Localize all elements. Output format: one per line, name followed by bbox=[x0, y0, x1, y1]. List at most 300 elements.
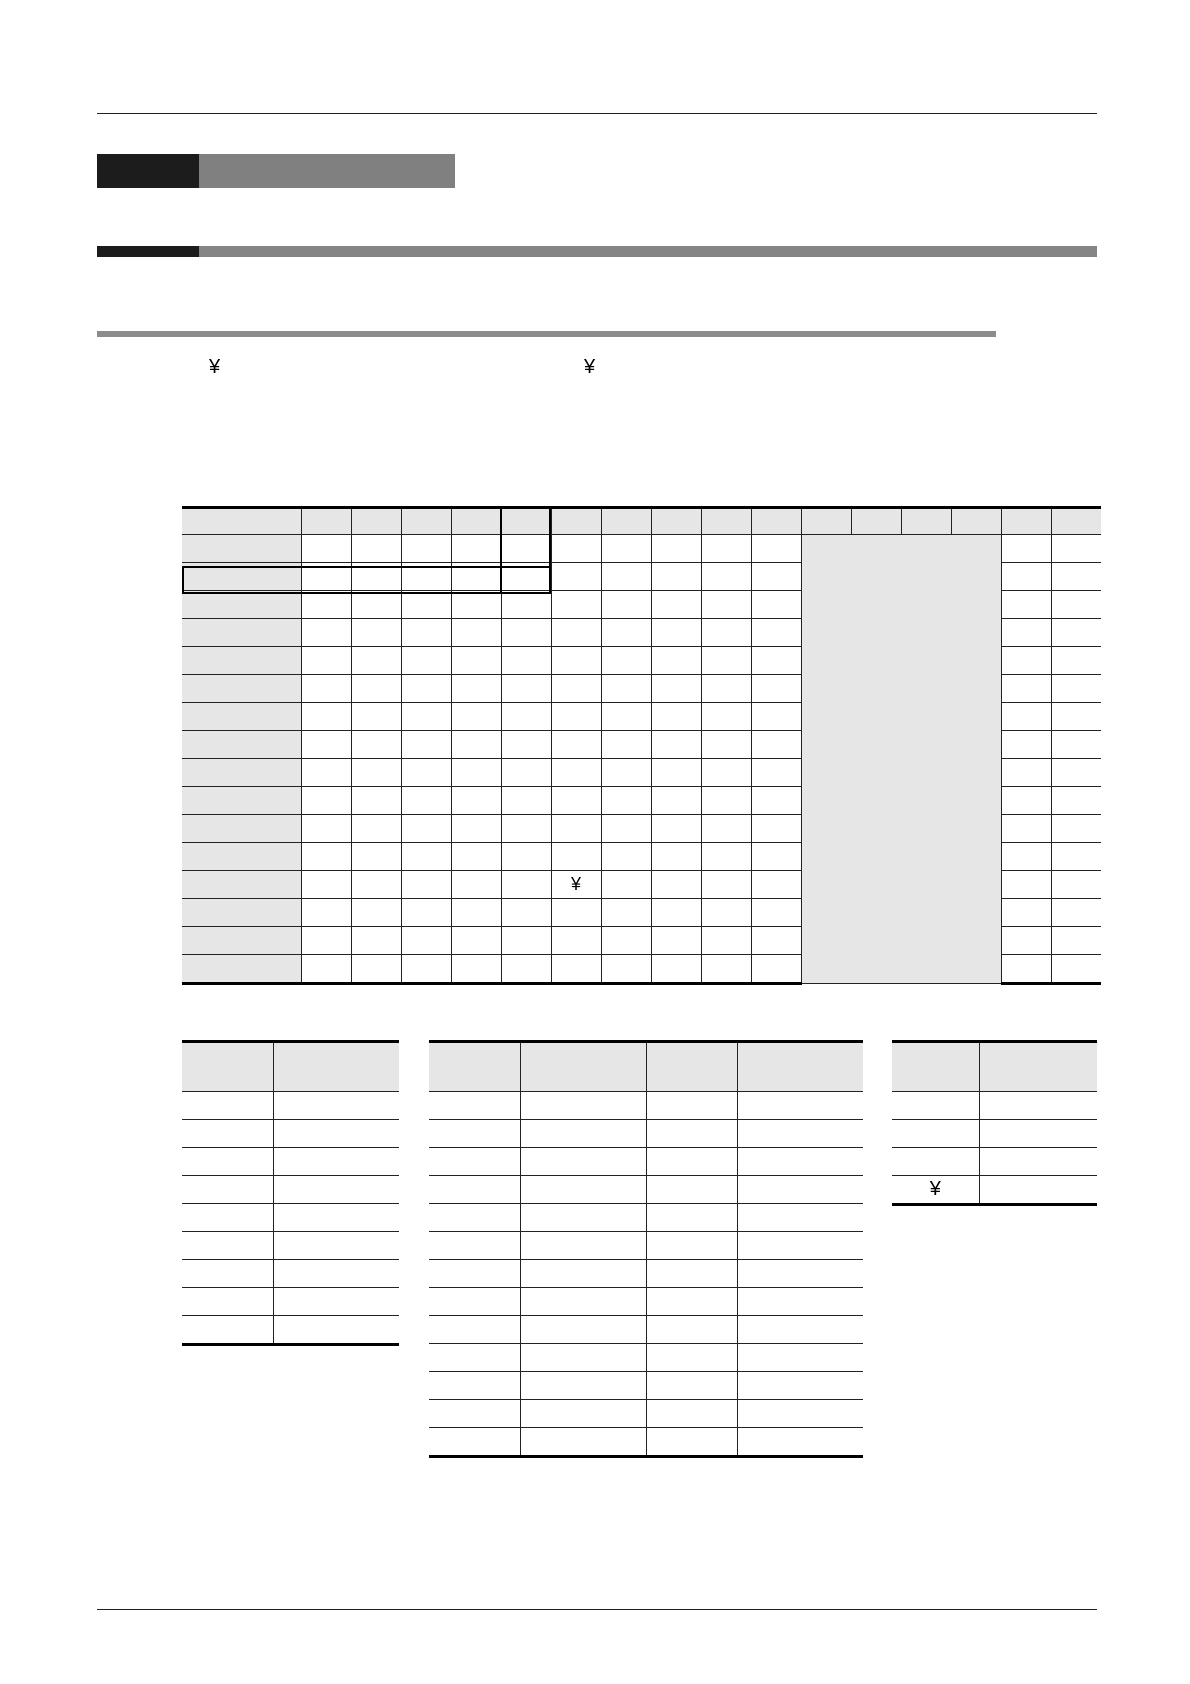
code-cell bbox=[401, 731, 451, 759]
table-row bbox=[429, 1148, 863, 1176]
table-row bbox=[182, 1288, 399, 1316]
code-cell bbox=[501, 899, 551, 927]
table-row bbox=[429, 1176, 863, 1204]
code-cell bbox=[301, 535, 351, 563]
table-cell bbox=[520, 1428, 646, 1457]
code-cell bbox=[1051, 591, 1101, 619]
table-row bbox=[182, 1204, 399, 1232]
row-header-cell bbox=[182, 647, 301, 675]
code-cell bbox=[351, 843, 401, 871]
table-cell bbox=[646, 1092, 737, 1120]
table-cell bbox=[646, 1120, 737, 1148]
yen-symbol-2: ¥ bbox=[584, 356, 596, 378]
row-header-cell bbox=[182, 759, 301, 787]
table-cell bbox=[429, 1148, 520, 1176]
column-header-cell bbox=[551, 508, 601, 535]
code-cell bbox=[1001, 675, 1051, 703]
code-cell bbox=[301, 899, 351, 927]
table-row bbox=[429, 1260, 863, 1288]
table-row bbox=[429, 1232, 863, 1260]
code-cell bbox=[351, 675, 401, 703]
chapter-title-block bbox=[199, 154, 455, 188]
header-cell bbox=[273, 1042, 399, 1092]
code-cell bbox=[701, 731, 751, 759]
table-cell bbox=[429, 1400, 520, 1428]
table-cell bbox=[979, 1176, 1097, 1205]
table-row bbox=[429, 1120, 863, 1148]
code-cell bbox=[651, 927, 701, 955]
column-header-cell bbox=[951, 508, 1001, 535]
table-cell bbox=[429, 1372, 520, 1400]
code-cell bbox=[551, 843, 601, 871]
table-cell bbox=[520, 1400, 646, 1428]
table-row bbox=[892, 1148, 1097, 1176]
code-cell bbox=[701, 815, 751, 843]
code-cell bbox=[551, 619, 601, 647]
code-cell bbox=[751, 535, 801, 563]
code-cell bbox=[651, 759, 701, 787]
code-cell bbox=[751, 871, 801, 899]
code-cell bbox=[1001, 843, 1051, 871]
table-cell bbox=[737, 1148, 863, 1176]
code-cell bbox=[1051, 843, 1101, 871]
table-cell bbox=[273, 1176, 399, 1204]
code-cell bbox=[751, 703, 801, 731]
table-header-row bbox=[182, 1042, 399, 1092]
code-cell bbox=[701, 535, 751, 563]
code-cell bbox=[601, 843, 651, 871]
code-table-row bbox=[182, 535, 1101, 563]
row-header-cell bbox=[182, 787, 301, 815]
code-cell bbox=[701, 927, 751, 955]
code-cell bbox=[301, 955, 351, 984]
code-cell bbox=[701, 703, 751, 731]
table-cell bbox=[182, 1232, 273, 1260]
code-cell bbox=[301, 591, 351, 619]
code-cell bbox=[501, 675, 551, 703]
code-cell bbox=[551, 787, 601, 815]
code-cell bbox=[1001, 815, 1051, 843]
code-cell bbox=[301, 675, 351, 703]
column-header-cell bbox=[901, 508, 951, 535]
code-cell bbox=[301, 563, 351, 591]
code-cell bbox=[351, 535, 401, 563]
code-cell bbox=[751, 787, 801, 815]
code-cell bbox=[401, 899, 451, 927]
table-cell bbox=[429, 1120, 520, 1148]
code-cell bbox=[1051, 703, 1101, 731]
code-cell bbox=[601, 899, 651, 927]
column-header-cell bbox=[501, 508, 551, 535]
code-cell bbox=[701, 787, 751, 815]
code-cell bbox=[551, 591, 601, 619]
table-cell bbox=[737, 1260, 863, 1288]
code-cell bbox=[451, 843, 501, 871]
row-header-cell bbox=[182, 591, 301, 619]
code-cell bbox=[701, 955, 751, 984]
table-cell bbox=[737, 1288, 863, 1316]
header-cell bbox=[737, 1042, 863, 1092]
table-cell bbox=[737, 1316, 863, 1344]
table-cell bbox=[520, 1372, 646, 1400]
table-cell bbox=[646, 1400, 737, 1428]
table-cell bbox=[892, 1148, 979, 1176]
table-row bbox=[892, 1092, 1097, 1120]
code-cell bbox=[501, 927, 551, 955]
table-cell bbox=[520, 1120, 646, 1148]
code-cell bbox=[401, 619, 451, 647]
table-cell bbox=[429, 1176, 520, 1204]
code-cell bbox=[301, 731, 351, 759]
code-cell bbox=[451, 787, 501, 815]
table-cell bbox=[646, 1316, 737, 1344]
code-cell bbox=[351, 815, 401, 843]
header-cell bbox=[646, 1042, 737, 1092]
code-cell bbox=[501, 647, 551, 675]
table-cell bbox=[429, 1092, 520, 1120]
code-cell bbox=[601, 563, 651, 591]
table-cell bbox=[737, 1176, 863, 1204]
subsection-rule bbox=[97, 331, 996, 337]
table-cell bbox=[273, 1316, 399, 1345]
table-header-row bbox=[892, 1042, 1097, 1092]
row-header-cell bbox=[182, 899, 301, 927]
table-cell bbox=[979, 1148, 1097, 1176]
row-header-cell bbox=[182, 871, 301, 899]
code-cell bbox=[701, 759, 751, 787]
code-cell bbox=[1001, 899, 1051, 927]
table-cell bbox=[737, 1120, 863, 1148]
table-cell bbox=[273, 1204, 399, 1232]
code-cell bbox=[1001, 703, 1051, 731]
code-cell bbox=[351, 563, 401, 591]
row-header-cell bbox=[182, 535, 301, 563]
table-cell bbox=[520, 1204, 646, 1232]
code-cell bbox=[501, 759, 551, 787]
code-cell bbox=[551, 535, 601, 563]
table-row bbox=[429, 1288, 863, 1316]
code-cell bbox=[351, 787, 401, 815]
table-row bbox=[429, 1428, 863, 1457]
code-cell bbox=[651, 535, 701, 563]
chapter-number-block bbox=[97, 154, 199, 188]
code-cell bbox=[1001, 731, 1051, 759]
table-cell bbox=[273, 1232, 399, 1260]
code-cell bbox=[701, 647, 751, 675]
row-header-cell bbox=[182, 927, 301, 955]
code-cell bbox=[1001, 591, 1051, 619]
code-cell bbox=[651, 591, 701, 619]
code-cell bbox=[1051, 759, 1101, 787]
code-cell bbox=[651, 899, 701, 927]
code-cell bbox=[301, 815, 351, 843]
table-row bbox=[429, 1092, 863, 1120]
table-cell bbox=[646, 1260, 737, 1288]
unused-code-area bbox=[801, 535, 1001, 984]
table-cell bbox=[429, 1288, 520, 1316]
table-a bbox=[182, 1040, 399, 1346]
table-cell bbox=[429, 1316, 520, 1344]
code-cell bbox=[401, 563, 451, 591]
code-cell bbox=[451, 591, 501, 619]
code-cell bbox=[501, 815, 551, 843]
code-cell bbox=[551, 927, 601, 955]
row-header-cell bbox=[182, 563, 301, 591]
table-cell bbox=[182, 1092, 273, 1120]
table-cell bbox=[429, 1232, 520, 1260]
code-cell bbox=[601, 815, 651, 843]
table-cell bbox=[429, 1204, 520, 1232]
table-cell bbox=[273, 1092, 399, 1120]
table-cell bbox=[520, 1344, 646, 1372]
column-header-cell bbox=[701, 508, 751, 535]
code-cell bbox=[651, 647, 701, 675]
code-cell bbox=[501, 703, 551, 731]
footer-rule bbox=[97, 1609, 1097, 1610]
table-cell bbox=[182, 1204, 273, 1232]
table-cell bbox=[646, 1176, 737, 1204]
code-cell bbox=[601, 647, 651, 675]
row-header-cell bbox=[182, 731, 301, 759]
table-cell bbox=[520, 1176, 646, 1204]
code-cell bbox=[451, 731, 501, 759]
code-cell bbox=[301, 927, 351, 955]
table-cell bbox=[273, 1148, 399, 1176]
code-cell bbox=[451, 563, 501, 591]
column-header-cell bbox=[401, 508, 451, 535]
code-cell bbox=[301, 871, 351, 899]
code-cell bbox=[601, 535, 651, 563]
code-cell bbox=[651, 703, 701, 731]
table-cell bbox=[737, 1092, 863, 1120]
code-cell bbox=[751, 731, 801, 759]
code-cell bbox=[301, 619, 351, 647]
code-cell bbox=[351, 871, 401, 899]
row-header-cell bbox=[182, 815, 301, 843]
code-cell bbox=[701, 563, 751, 591]
table-row bbox=[182, 1176, 399, 1204]
code-cell bbox=[701, 675, 751, 703]
yen-symbol-1: ¥ bbox=[209, 356, 221, 378]
code-cell bbox=[351, 619, 401, 647]
code-cell bbox=[751, 927, 801, 955]
code-cell bbox=[1001, 759, 1051, 787]
code-cell bbox=[1051, 955, 1101, 984]
table-cell bbox=[892, 1120, 979, 1148]
code-cell bbox=[1051, 815, 1101, 843]
section-title-bar bbox=[199, 246, 1097, 257]
header-cell bbox=[892, 1042, 979, 1092]
code-cell bbox=[751, 647, 801, 675]
code-cell bbox=[601, 955, 651, 984]
table-cell bbox=[520, 1260, 646, 1288]
table-cell bbox=[182, 1148, 273, 1176]
code-cell bbox=[401, 647, 451, 675]
row-header-cell bbox=[182, 843, 301, 871]
table-row bbox=[429, 1372, 863, 1400]
code-cell bbox=[1051, 731, 1101, 759]
table-cell bbox=[273, 1120, 399, 1148]
code-cell bbox=[451, 871, 501, 899]
code-cell bbox=[301, 647, 351, 675]
table-cell bbox=[979, 1092, 1097, 1120]
table-cell bbox=[520, 1148, 646, 1176]
code-cell bbox=[1001, 563, 1051, 591]
table-row bbox=[429, 1204, 863, 1232]
table-row bbox=[182, 1148, 399, 1176]
code-cell bbox=[1001, 927, 1051, 955]
code-cell bbox=[401, 787, 451, 815]
code-cell bbox=[651, 675, 701, 703]
table-cell bbox=[737, 1344, 863, 1372]
code-cell bbox=[651, 619, 701, 647]
table-cell bbox=[429, 1428, 520, 1457]
code-cell bbox=[451, 619, 501, 647]
column-header-cell bbox=[651, 508, 701, 535]
code-cell bbox=[551, 815, 601, 843]
code-cell bbox=[601, 591, 651, 619]
code-cell bbox=[751, 563, 801, 591]
code-cell-yen: ¥ bbox=[551, 871, 601, 899]
code-cell bbox=[701, 871, 751, 899]
table-row bbox=[182, 1316, 399, 1345]
code-cell bbox=[401, 535, 451, 563]
code-table-header-row bbox=[182, 508, 1101, 535]
table-cell bbox=[646, 1204, 737, 1232]
code-cell bbox=[751, 899, 801, 927]
code-cell bbox=[451, 927, 501, 955]
code-cell bbox=[501, 591, 551, 619]
column-header-cell bbox=[301, 508, 351, 535]
column-header-cell bbox=[751, 508, 801, 535]
table-b bbox=[429, 1040, 863, 1458]
code-cell bbox=[351, 731, 401, 759]
code-cell bbox=[401, 703, 451, 731]
code-cell bbox=[651, 955, 701, 984]
table-cell-yen: ¥ bbox=[892, 1176, 979, 1205]
code-cell bbox=[551, 647, 601, 675]
code-cell bbox=[401, 927, 451, 955]
code-cell bbox=[1051, 535, 1101, 563]
table-header-row bbox=[429, 1042, 863, 1092]
code-cell bbox=[401, 815, 451, 843]
code-cell bbox=[301, 843, 351, 871]
code-cell bbox=[601, 871, 651, 899]
table-cell bbox=[520, 1232, 646, 1260]
code-cell bbox=[551, 703, 601, 731]
code-cell bbox=[651, 815, 701, 843]
table-row bbox=[429, 1400, 863, 1428]
table-c bbox=[892, 1040, 1097, 1206]
row-header-cell bbox=[182, 508, 301, 535]
header-cell bbox=[182, 1042, 273, 1092]
code-cell bbox=[751, 955, 801, 984]
code-cell bbox=[501, 731, 551, 759]
table-cell bbox=[273, 1288, 399, 1316]
code-cell bbox=[1001, 955, 1051, 984]
code-cell bbox=[301, 703, 351, 731]
code-cell bbox=[401, 871, 451, 899]
code-cell bbox=[1051, 927, 1101, 955]
table-cell bbox=[182, 1260, 273, 1288]
code-cell bbox=[501, 619, 551, 647]
code-cell bbox=[601, 759, 651, 787]
code-cell bbox=[1051, 563, 1101, 591]
code-cell bbox=[1051, 787, 1101, 815]
table-cell bbox=[520, 1316, 646, 1344]
table-cell bbox=[737, 1232, 863, 1260]
table-cell bbox=[646, 1288, 737, 1316]
table-row bbox=[892, 1120, 1097, 1148]
code-cell bbox=[451, 535, 501, 563]
column-header-cell bbox=[601, 508, 651, 535]
code-cell bbox=[651, 731, 701, 759]
code-cell bbox=[401, 591, 451, 619]
code-cell bbox=[651, 787, 701, 815]
code-cell bbox=[751, 815, 801, 843]
table-row bbox=[892, 1176, 1097, 1205]
code-cell bbox=[551, 759, 601, 787]
code-cell bbox=[451, 675, 501, 703]
table-cell bbox=[737, 1372, 863, 1400]
header-cell bbox=[520, 1042, 646, 1092]
code-cell bbox=[751, 675, 801, 703]
code-cell bbox=[451, 703, 501, 731]
table-cell bbox=[646, 1148, 737, 1176]
code-cell bbox=[501, 843, 551, 871]
code-cell bbox=[451, 647, 501, 675]
table-cell bbox=[646, 1372, 737, 1400]
column-header-cell bbox=[1001, 508, 1051, 535]
code-cell bbox=[551, 563, 601, 591]
code-cell bbox=[601, 787, 651, 815]
table-cell bbox=[520, 1288, 646, 1316]
section-number-bar bbox=[97, 246, 199, 257]
code-cell bbox=[501, 871, 551, 899]
code-cell bbox=[601, 619, 651, 647]
header-rule bbox=[97, 113, 1097, 114]
code-cell bbox=[1001, 787, 1051, 815]
code-cell bbox=[1051, 871, 1101, 899]
code-cell bbox=[1051, 899, 1101, 927]
table-cell bbox=[182, 1288, 273, 1316]
header-cell bbox=[429, 1042, 520, 1092]
table-cell bbox=[892, 1092, 979, 1120]
table-row bbox=[429, 1344, 863, 1372]
table-cell bbox=[429, 1260, 520, 1288]
table-cell bbox=[737, 1400, 863, 1428]
code-cell bbox=[1051, 619, 1101, 647]
code-cell bbox=[351, 927, 401, 955]
code-cell bbox=[751, 591, 801, 619]
table-row bbox=[182, 1092, 399, 1120]
row-header-cell bbox=[182, 619, 301, 647]
header-cell bbox=[979, 1042, 1097, 1092]
column-header-cell bbox=[851, 508, 901, 535]
code-cell bbox=[301, 787, 351, 815]
table-cell bbox=[979, 1120, 1097, 1148]
code-cell bbox=[301, 759, 351, 787]
character-code-table bbox=[182, 506, 1101, 985]
code-cell bbox=[601, 703, 651, 731]
code-cell bbox=[701, 619, 751, 647]
code-cell bbox=[1001, 647, 1051, 675]
table-row bbox=[182, 1232, 399, 1260]
code-cell bbox=[751, 843, 801, 871]
table-cell bbox=[646, 1428, 737, 1457]
code-cell bbox=[351, 647, 401, 675]
table-cell bbox=[737, 1204, 863, 1232]
